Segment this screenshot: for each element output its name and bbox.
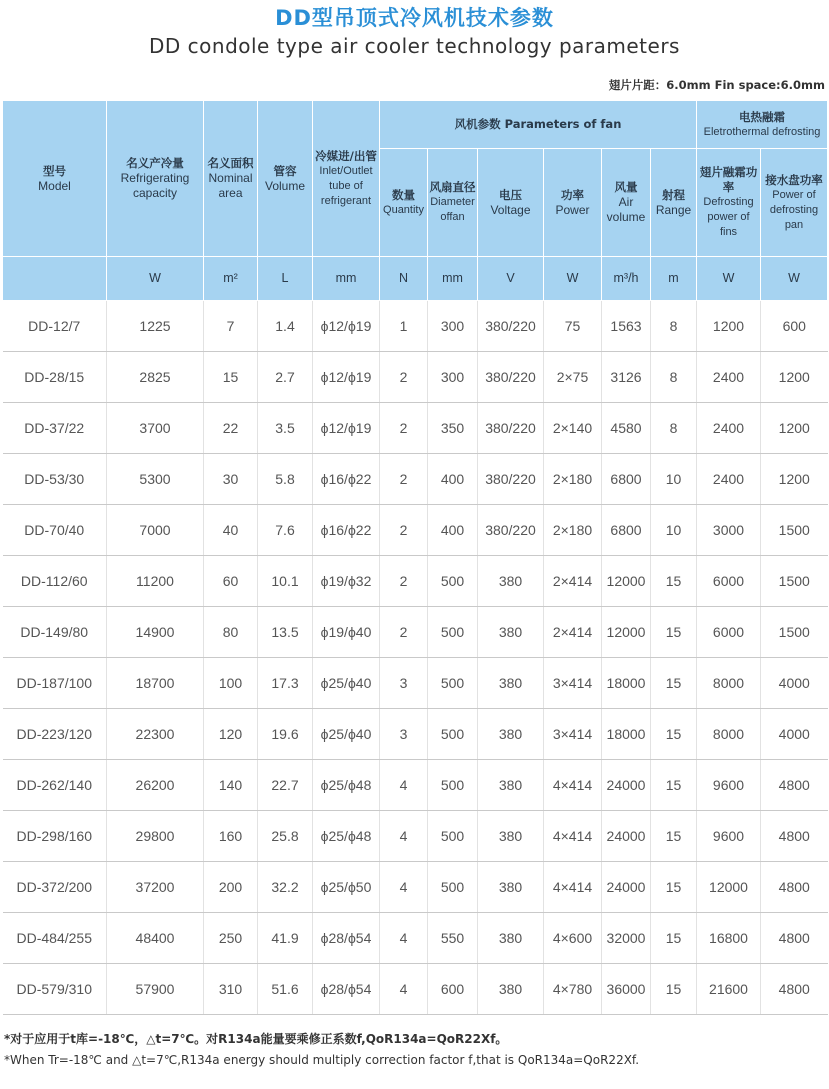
header-model: 型号 Model xyxy=(3,101,107,257)
units-row xyxy=(3,257,828,301)
table-cell: 380/220 xyxy=(478,403,544,454)
table-cell: 10.1 xyxy=(258,556,313,607)
table-cell: 2400 xyxy=(697,454,761,505)
table-cell: 9600 xyxy=(697,760,761,811)
table-cell: 400 xyxy=(428,454,478,505)
table-cell: 2×414 xyxy=(544,556,602,607)
table-cell: 2 xyxy=(380,352,428,403)
table-row xyxy=(3,964,828,1015)
table-cell: 100 xyxy=(204,658,258,709)
table-cell: 500 xyxy=(428,760,478,811)
model-cell: DD-484/255 xyxy=(3,913,107,964)
table-cell: 3×414 xyxy=(544,709,602,760)
table-cell: 310 xyxy=(204,964,258,1015)
unit-cell: L xyxy=(258,257,313,301)
table-cell: 2×75 xyxy=(544,352,602,403)
table-cell: 1500 xyxy=(761,556,828,607)
table-cell: 80 xyxy=(204,607,258,658)
table-cell: 8 xyxy=(651,403,697,454)
table-cell: 15 xyxy=(651,964,697,1015)
table-cell: 4800 xyxy=(761,913,828,964)
table-cell: 500 xyxy=(428,862,478,913)
unit-cell: W xyxy=(544,257,602,301)
table-cell: 24000 xyxy=(602,760,651,811)
table-cell: ϕ19/ϕ32 xyxy=(313,556,380,607)
table-cell: 1500 xyxy=(761,505,828,556)
table-cell: 6800 xyxy=(602,505,651,556)
table-cell: 1.4 xyxy=(258,301,313,352)
table-cell: 2×414 xyxy=(544,607,602,658)
model-cell: DD-262/140 xyxy=(3,760,107,811)
table-cell: 1225 xyxy=(107,301,204,352)
parameters-table xyxy=(2,100,828,1015)
table-cell: 4800 xyxy=(761,862,828,913)
unit-cell: m xyxy=(651,257,697,301)
table-cell: 2×140 xyxy=(544,403,602,454)
fin-space-note: 翅片片距：6.0mm Fin space:6.0mm xyxy=(608,78,825,92)
table-cell: 5.8 xyxy=(258,454,313,505)
table-cell: 2 xyxy=(380,607,428,658)
model-cell: DD-112/60 xyxy=(3,556,107,607)
table-cell: 250 xyxy=(204,913,258,964)
table-cell: 1 xyxy=(380,301,428,352)
table-row xyxy=(3,505,828,556)
table-cell: 8000 xyxy=(697,709,761,760)
table-cell: 26200 xyxy=(107,760,204,811)
table-cell: 1200 xyxy=(761,454,828,505)
table-cell: 500 xyxy=(428,607,478,658)
table-cell: 4×600 xyxy=(544,913,602,964)
table-cell: 15 xyxy=(651,709,697,760)
header-capacity: 名义产冷量 Refrigerating capacity xyxy=(107,101,204,257)
unit-cell: mm xyxy=(428,257,478,301)
table-cell: 4 xyxy=(380,913,428,964)
table-cell: 3×414 xyxy=(544,658,602,709)
table-cell: 75 xyxy=(544,301,602,352)
table-cell: 17.3 xyxy=(258,658,313,709)
table-cell: 4×414 xyxy=(544,862,602,913)
table-cell: ϕ25/ϕ40 xyxy=(313,658,380,709)
header-tube: 冷媒进/出管 Inlet/Outlet tube of refrigerant xyxy=(313,101,380,257)
table-cell: 11200 xyxy=(107,556,204,607)
page-subtitle: DD condole type air cooler technology parameters xyxy=(149,34,680,58)
table-cell: 600 xyxy=(761,301,828,352)
table-cell: 29800 xyxy=(107,811,204,862)
table-cell: 380 xyxy=(478,760,544,811)
table-cell: 1563 xyxy=(602,301,651,352)
table-cell: 2 xyxy=(380,556,428,607)
table-cell: 380 xyxy=(478,556,544,607)
table-cell: 380/220 xyxy=(478,454,544,505)
table-cell: 18000 xyxy=(602,658,651,709)
table-cell: 500 xyxy=(428,658,478,709)
unit-cell: m³/h xyxy=(602,257,651,301)
table-cell: 32.2 xyxy=(258,862,313,913)
table-cell: 30 xyxy=(204,454,258,505)
table-cell: ϕ25/ϕ50 xyxy=(313,862,380,913)
page-title: DD型吊顶式冷风机技术参数 xyxy=(275,6,554,30)
table-cell: ϕ16/ϕ22 xyxy=(313,505,380,556)
table-cell: 140 xyxy=(204,760,258,811)
table-cell: 48400 xyxy=(107,913,204,964)
table-cell: 10 xyxy=(651,505,697,556)
table-cell: 13.5 xyxy=(258,607,313,658)
table-row xyxy=(3,607,828,658)
table-cell: ϕ12/ϕ19 xyxy=(313,301,380,352)
table-cell: 4 xyxy=(380,964,428,1015)
model-cell: DD-37/22 xyxy=(3,403,107,454)
table-cell: 500 xyxy=(428,811,478,862)
table-cell: 120 xyxy=(204,709,258,760)
table-cell: 2 xyxy=(380,505,428,556)
table-cell: 14900 xyxy=(107,607,204,658)
table-cell: 8000 xyxy=(697,658,761,709)
table-cell: 57900 xyxy=(107,964,204,1015)
table-cell: 600 xyxy=(428,964,478,1015)
table-cell: 15 xyxy=(651,760,697,811)
table-cell: 1200 xyxy=(761,403,828,454)
table-cell: 350 xyxy=(428,403,478,454)
table-cell: 7000 xyxy=(107,505,204,556)
table-cell: 7 xyxy=(204,301,258,352)
table-row xyxy=(3,556,828,607)
table-body xyxy=(3,301,828,1015)
table-cell: 24000 xyxy=(602,811,651,862)
table-cell: 19.6 xyxy=(258,709,313,760)
table-cell: 4800 xyxy=(761,760,828,811)
table-cell: 36000 xyxy=(602,964,651,1015)
table-cell: 2400 xyxy=(697,403,761,454)
table-cell: 1200 xyxy=(761,352,828,403)
table-cell: 6000 xyxy=(697,607,761,658)
table-row xyxy=(3,352,828,403)
table-cell: 15 xyxy=(651,913,697,964)
table-cell: 380 xyxy=(478,607,544,658)
table-cell: 9600 xyxy=(697,811,761,862)
header-fan-group: 风机参数 Parameters of fan xyxy=(380,101,697,149)
table-cell: 32000 xyxy=(602,913,651,964)
table-cell: 5300 xyxy=(107,454,204,505)
table-cell: 1200 xyxy=(697,301,761,352)
table-cell: 2×180 xyxy=(544,454,602,505)
table-row xyxy=(3,658,828,709)
model-cell: DD-53/30 xyxy=(3,454,107,505)
header-power: 功率 Power xyxy=(544,149,602,257)
model-cell: DD-149/80 xyxy=(3,607,107,658)
table-cell: 22 xyxy=(204,403,258,454)
table-cell: 380/220 xyxy=(478,301,544,352)
table-cell: 380 xyxy=(478,964,544,1015)
table-cell: 160 xyxy=(204,811,258,862)
table-row xyxy=(3,709,828,760)
model-cell: DD-579/310 xyxy=(3,964,107,1015)
table-cell: 15 xyxy=(651,658,697,709)
header-area: 名义面积 Nominal area xyxy=(204,101,258,257)
table-cell: 380 xyxy=(478,862,544,913)
footnote-cn: *对于应用于t库=-18℃，△t=7℃。对R134a能量要乘修正系数f,QoR134a=QoR22Xf。 xyxy=(4,1032,508,1046)
table-cell: 40 xyxy=(204,505,258,556)
table-row xyxy=(3,403,828,454)
table-cell: 4800 xyxy=(761,811,828,862)
header-volume: 管容 Volume xyxy=(258,101,313,257)
table-cell: 550 xyxy=(428,913,478,964)
table-row xyxy=(3,811,828,862)
model-cell: DD-28/15 xyxy=(3,352,107,403)
table-cell: 380 xyxy=(478,709,544,760)
table-cell: 21600 xyxy=(697,964,761,1015)
header-voltage: 电压 Voltage xyxy=(478,149,544,257)
table-cell: 380/220 xyxy=(478,505,544,556)
model-cell: DD-223/120 xyxy=(3,709,107,760)
table-row xyxy=(3,760,828,811)
table-cell: 12000 xyxy=(602,556,651,607)
table-cell: 380 xyxy=(478,913,544,964)
table-cell: 4×414 xyxy=(544,760,602,811)
unit-cell: W xyxy=(697,257,761,301)
table-cell: 4800 xyxy=(761,964,828,1015)
table-cell: 2825 xyxy=(107,352,204,403)
table-cell: 300 xyxy=(428,352,478,403)
model-cell: DD-70/40 xyxy=(3,505,107,556)
table-cell: ϕ19/ϕ40 xyxy=(313,607,380,658)
table-cell: 24000 xyxy=(602,862,651,913)
table-cell: 22300 xyxy=(107,709,204,760)
table-cell: ϕ12/ϕ19 xyxy=(313,403,380,454)
table-cell: 4000 xyxy=(761,709,828,760)
table-cell: 300 xyxy=(428,301,478,352)
header-pan-power: 接水盘功率 Power of defrosting pan xyxy=(761,149,828,257)
table-cell: 4 xyxy=(380,760,428,811)
table-cell: ϕ25/ϕ40 xyxy=(313,709,380,760)
table-cell: 4 xyxy=(380,811,428,862)
table-cell: 15 xyxy=(651,862,697,913)
table-cell: 3 xyxy=(380,709,428,760)
table-cell: 4000 xyxy=(761,658,828,709)
table-cell: 15 xyxy=(651,607,697,658)
table-cell: ϕ28/ϕ54 xyxy=(313,913,380,964)
table-cell: 4×780 xyxy=(544,964,602,1015)
table-cell: 10 xyxy=(651,454,697,505)
header-defrost-group: 电热融霜 Eletrothermal defrosting xyxy=(697,101,828,149)
table-cell: 8 xyxy=(651,352,697,403)
table-cell: 2×180 xyxy=(544,505,602,556)
table-cell: 22.7 xyxy=(258,760,313,811)
table-cell: 3000 xyxy=(697,505,761,556)
table-cell: 380 xyxy=(478,811,544,862)
model-cell: DD-12/7 xyxy=(3,301,107,352)
table-cell: ϕ25/ϕ48 xyxy=(313,760,380,811)
model-cell: DD-187/100 xyxy=(3,658,107,709)
table-cell: 2.7 xyxy=(258,352,313,403)
table-cell: 3126 xyxy=(602,352,651,403)
table-cell: 12000 xyxy=(602,607,651,658)
table-cell: 8 xyxy=(651,301,697,352)
table-cell: 200 xyxy=(204,862,258,913)
table-cell: 4×414 xyxy=(544,811,602,862)
table-cell: 3 xyxy=(380,658,428,709)
table-cell: 500 xyxy=(428,556,478,607)
table-cell: ϕ16/ϕ22 xyxy=(313,454,380,505)
unit-cell: m² xyxy=(204,257,258,301)
table-cell: 51.6 xyxy=(258,964,313,1015)
table-cell: 1500 xyxy=(761,607,828,658)
table-row xyxy=(3,862,828,913)
table-row xyxy=(3,301,828,352)
model-cell: DD-372/200 xyxy=(3,862,107,913)
table-cell: 18000 xyxy=(602,709,651,760)
table-cell: ϕ28/ϕ54 xyxy=(313,964,380,1015)
table-cell: 25.8 xyxy=(258,811,313,862)
table-cell: 3.5 xyxy=(258,403,313,454)
table-cell: 12000 xyxy=(697,862,761,913)
unit-cell xyxy=(3,257,107,301)
table-cell: 6800 xyxy=(602,454,651,505)
table-cell: 15 xyxy=(651,556,697,607)
table-cell: 2400 xyxy=(697,352,761,403)
table-cell: 380 xyxy=(478,658,544,709)
table-cell: 7.6 xyxy=(258,505,313,556)
unit-cell: mm xyxy=(313,257,380,301)
table-cell: 6000 xyxy=(697,556,761,607)
table-row xyxy=(3,913,828,964)
header-range: 射程 Range xyxy=(651,149,697,257)
table-cell: 41.9 xyxy=(258,913,313,964)
unit-cell: V xyxy=(478,257,544,301)
header-diameter: 风扇直径 Diameter offan xyxy=(428,149,478,257)
header-fin-power: 翅片融霜功率 Defrosting power of fins xyxy=(697,149,761,257)
table-cell: 2 xyxy=(380,454,428,505)
table-cell: 500 xyxy=(428,709,478,760)
table-cell: ϕ25/ϕ48 xyxy=(313,811,380,862)
table-cell: ϕ12/ϕ19 xyxy=(313,352,380,403)
table-cell: 3700 xyxy=(107,403,204,454)
table-row xyxy=(3,454,828,505)
table-cell: 60 xyxy=(204,556,258,607)
unit-cell: N xyxy=(380,257,428,301)
unit-cell: W xyxy=(761,257,828,301)
footnote-en: *When Tr=-18℃ and △t=7℃,R134a energy should multiply correction factor f,that is QoR134a=QoR22Xf. xyxy=(4,1053,640,1067)
table-cell: 37200 xyxy=(107,862,204,913)
table-cell: 18700 xyxy=(107,658,204,709)
header-quantity: 数量 Quantity xyxy=(380,149,428,257)
table-cell: 2 xyxy=(380,403,428,454)
unit-cell: W xyxy=(107,257,204,301)
table-cell: 15 xyxy=(204,352,258,403)
table-cell: 4580 xyxy=(602,403,651,454)
table-cell: 16800 xyxy=(697,913,761,964)
header-air-volume: 风量 Air volume xyxy=(602,149,651,257)
table-cell: 15 xyxy=(651,811,697,862)
table-cell: 380/220 xyxy=(478,352,544,403)
table-cell: 4 xyxy=(380,862,428,913)
table-cell: 400 xyxy=(428,505,478,556)
model-cell: DD-298/160 xyxy=(3,811,107,862)
